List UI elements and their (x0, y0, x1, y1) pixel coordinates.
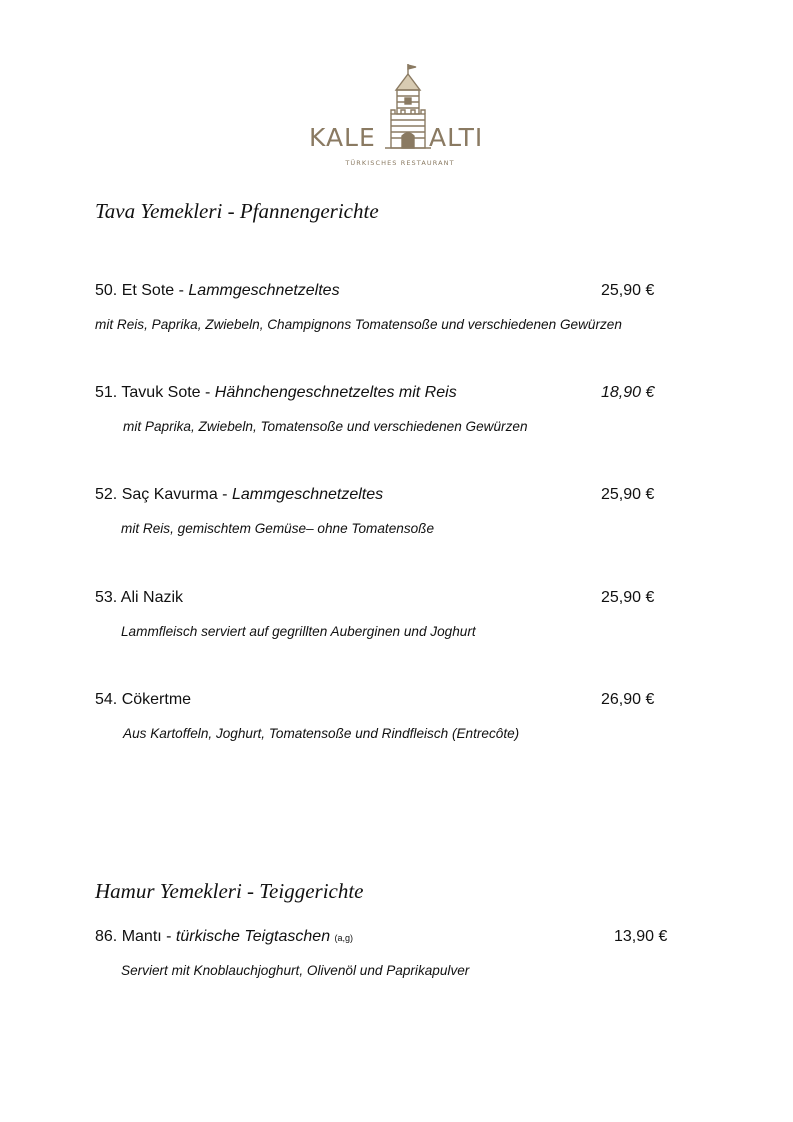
menu-item-name: 53. Ali Nazik (95, 589, 184, 606)
menu-item-name: 50. Et Sote - Lammgeschnetzeltes (95, 282, 340, 299)
menu-item-price: 25,90 € (601, 486, 655, 503)
menu-item-price: 13,90 € (614, 928, 668, 945)
menu-item-description: mit Paprika, Zwiebeln, Tomatensoße und verschiedenen Gewürzen (123, 419, 528, 434)
menu-item-price: 18,90 € (601, 384, 655, 401)
menu-item-description: mit Reis, gemischtem Gemüse– ohne Tomatensoße (121, 521, 435, 536)
menu-item-name: 86. Mantı - türkische Teigtaschen (a,g) (95, 928, 354, 945)
restaurant-logo (305, 60, 495, 172)
menu-item-description: Aus Kartoffeln, Joghurt, Tomatensoße und Rindfleisch (Entrecôte) (123, 726, 520, 741)
menu-item-price: 25,90 € (601, 282, 655, 299)
menu-item-name: 52. Saç Kavurma - Lammgeschnetzeltes (95, 486, 384, 503)
section-title-teiggerichte: Hamur Yemekleri - Teiggerichte (95, 879, 364, 903)
menu-item-price: 26,90 € (601, 691, 655, 708)
menu-item-name: 51. Tavuk Sote - Hähnchengeschnetzeltes mit Reis (95, 384, 457, 401)
svg-text:KALE: KALE (309, 123, 376, 152)
menu-item-description: mit Reis, Paprika, Zwiebeln, Champignons Tomatensoße und verschiedenen Gewürzen (95, 317, 622, 332)
menu-item-description: Serviert mit Knoblauchjoghurt, Olivenöl und Paprikapulver (121, 963, 470, 978)
allergen-codes: (a,g) (334, 933, 354, 943)
menu-item-description: Lammfleisch serviert auf gegrillten Auberginen und Joghurt (121, 624, 476, 639)
castle-logo-icon (305, 60, 495, 160)
logo-subtitle: TÜRKISCHES RESTAURANT (345, 159, 455, 167)
menu-item-name: 54. Cökertme (95, 691, 192, 708)
menu-item-price: 25,90 € (601, 589, 655, 606)
svg-text:ALTI: ALTI (429, 123, 484, 152)
section-title-pfannengerichte: Tava Yemekleri - Pfannengerichte (95, 199, 379, 223)
